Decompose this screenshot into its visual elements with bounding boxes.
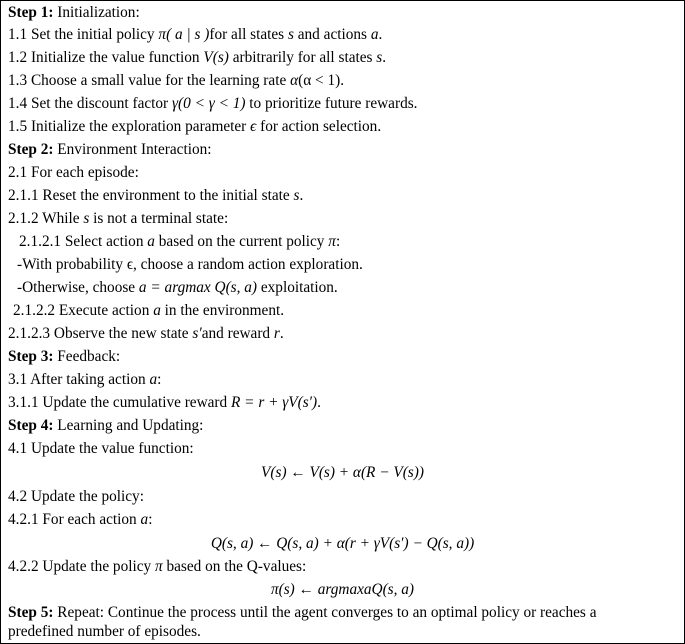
step3-heading-line [8, 348, 120, 366]
step3-line-1: 3.1 After taking action a: [8, 371, 162, 388]
step4-line-4: 4.2.2 Update the policy π based on the Q-values: [8, 558, 307, 575]
step4-heading-line [8, 417, 203, 435]
step2-line-1: 2.1 For each episode: [8, 164, 139, 181]
step2-heading: Step 2: [8, 141, 54, 158]
step1-line-4: 1.4 Set the discount factor γ(0 < γ < 1) to prioritize future rewards. [8, 95, 418, 112]
policy-update-equation: π(s) ← argmaxaQ(s, a) [270, 581, 415, 598]
step5-heading: Step 5: [8, 604, 54, 621]
step1-line-2: 1.2 Initialize the value function V(s) arbitrarily for all states s. [8, 49, 387, 66]
step5-line-1: Step 5: Repeat: Continue the process until the agent converges to an optimal policy or reaches a [8, 604, 597, 621]
step3-heading: Step 3: [8, 348, 54, 365]
step4-line-2: 4.2 Update the policy: [8, 488, 144, 505]
step4-heading: Step 4: [8, 417, 54, 434]
step2-line-5: -With probability ϵ, choose a random action exploration. [17, 256, 363, 273]
q-update-equation: Q(s, a) ← Q(s, a) + α(r + γV(s′) − Q(s, a)) [210, 535, 475, 552]
step4-title: Learning and Updating: [57, 417, 204, 434]
step2-title: Environment Interaction: [57, 141, 212, 158]
step3-line-2: 3.1.1 Update the cumulative reward R = r + γV(s′). [8, 394, 321, 411]
step1-heading-line [8, 4, 140, 22]
step1-title: Initialization: [57, 4, 140, 21]
step2-line-3: 2.1.2 While s is not a terminal state: [8, 210, 229, 227]
step1-line-1: 1.1 Set the initial policy π( a | s )for all states s and actions a. [8, 26, 383, 43]
step2-line-8: 2.1.2.3 Observe the new state s′and reward r. [8, 325, 284, 342]
step4-line-3: 4.2.1 For each action a: [8, 511, 153, 528]
step1-line-3: 1.3 Choose a small value for the learning rate α(α < 1). [8, 72, 345, 89]
step2-heading-line [8, 141, 212, 159]
value-update-equation: V(s) ← V(s) + α(R − V(s)) [261, 464, 424, 481]
step2-line-6: -Otherwise, choose a = argmax Q(s, a) exploitation. [17, 279, 338, 296]
step4-line-1: 4.1 Update the value function: [8, 440, 194, 457]
step1-line-5: 1.5 Initialize the exploration parameter ϵ for action selection. [8, 118, 382, 135]
step2-line-7: 2.1.2.2 Execute action a in the environment. [13, 302, 285, 319]
step3-title: Feedback: [57, 348, 121, 365]
step2-line-2: 2.1.1 Reset the environment to the initial state s. [8, 187, 304, 204]
step2-line-4: 2.1.2.1 Select action a based on the current policy π: [19, 233, 341, 250]
step1-heading: Step 1: [8, 4, 54, 21]
step5-line-2: predefined number of episodes. [8, 623, 201, 640]
